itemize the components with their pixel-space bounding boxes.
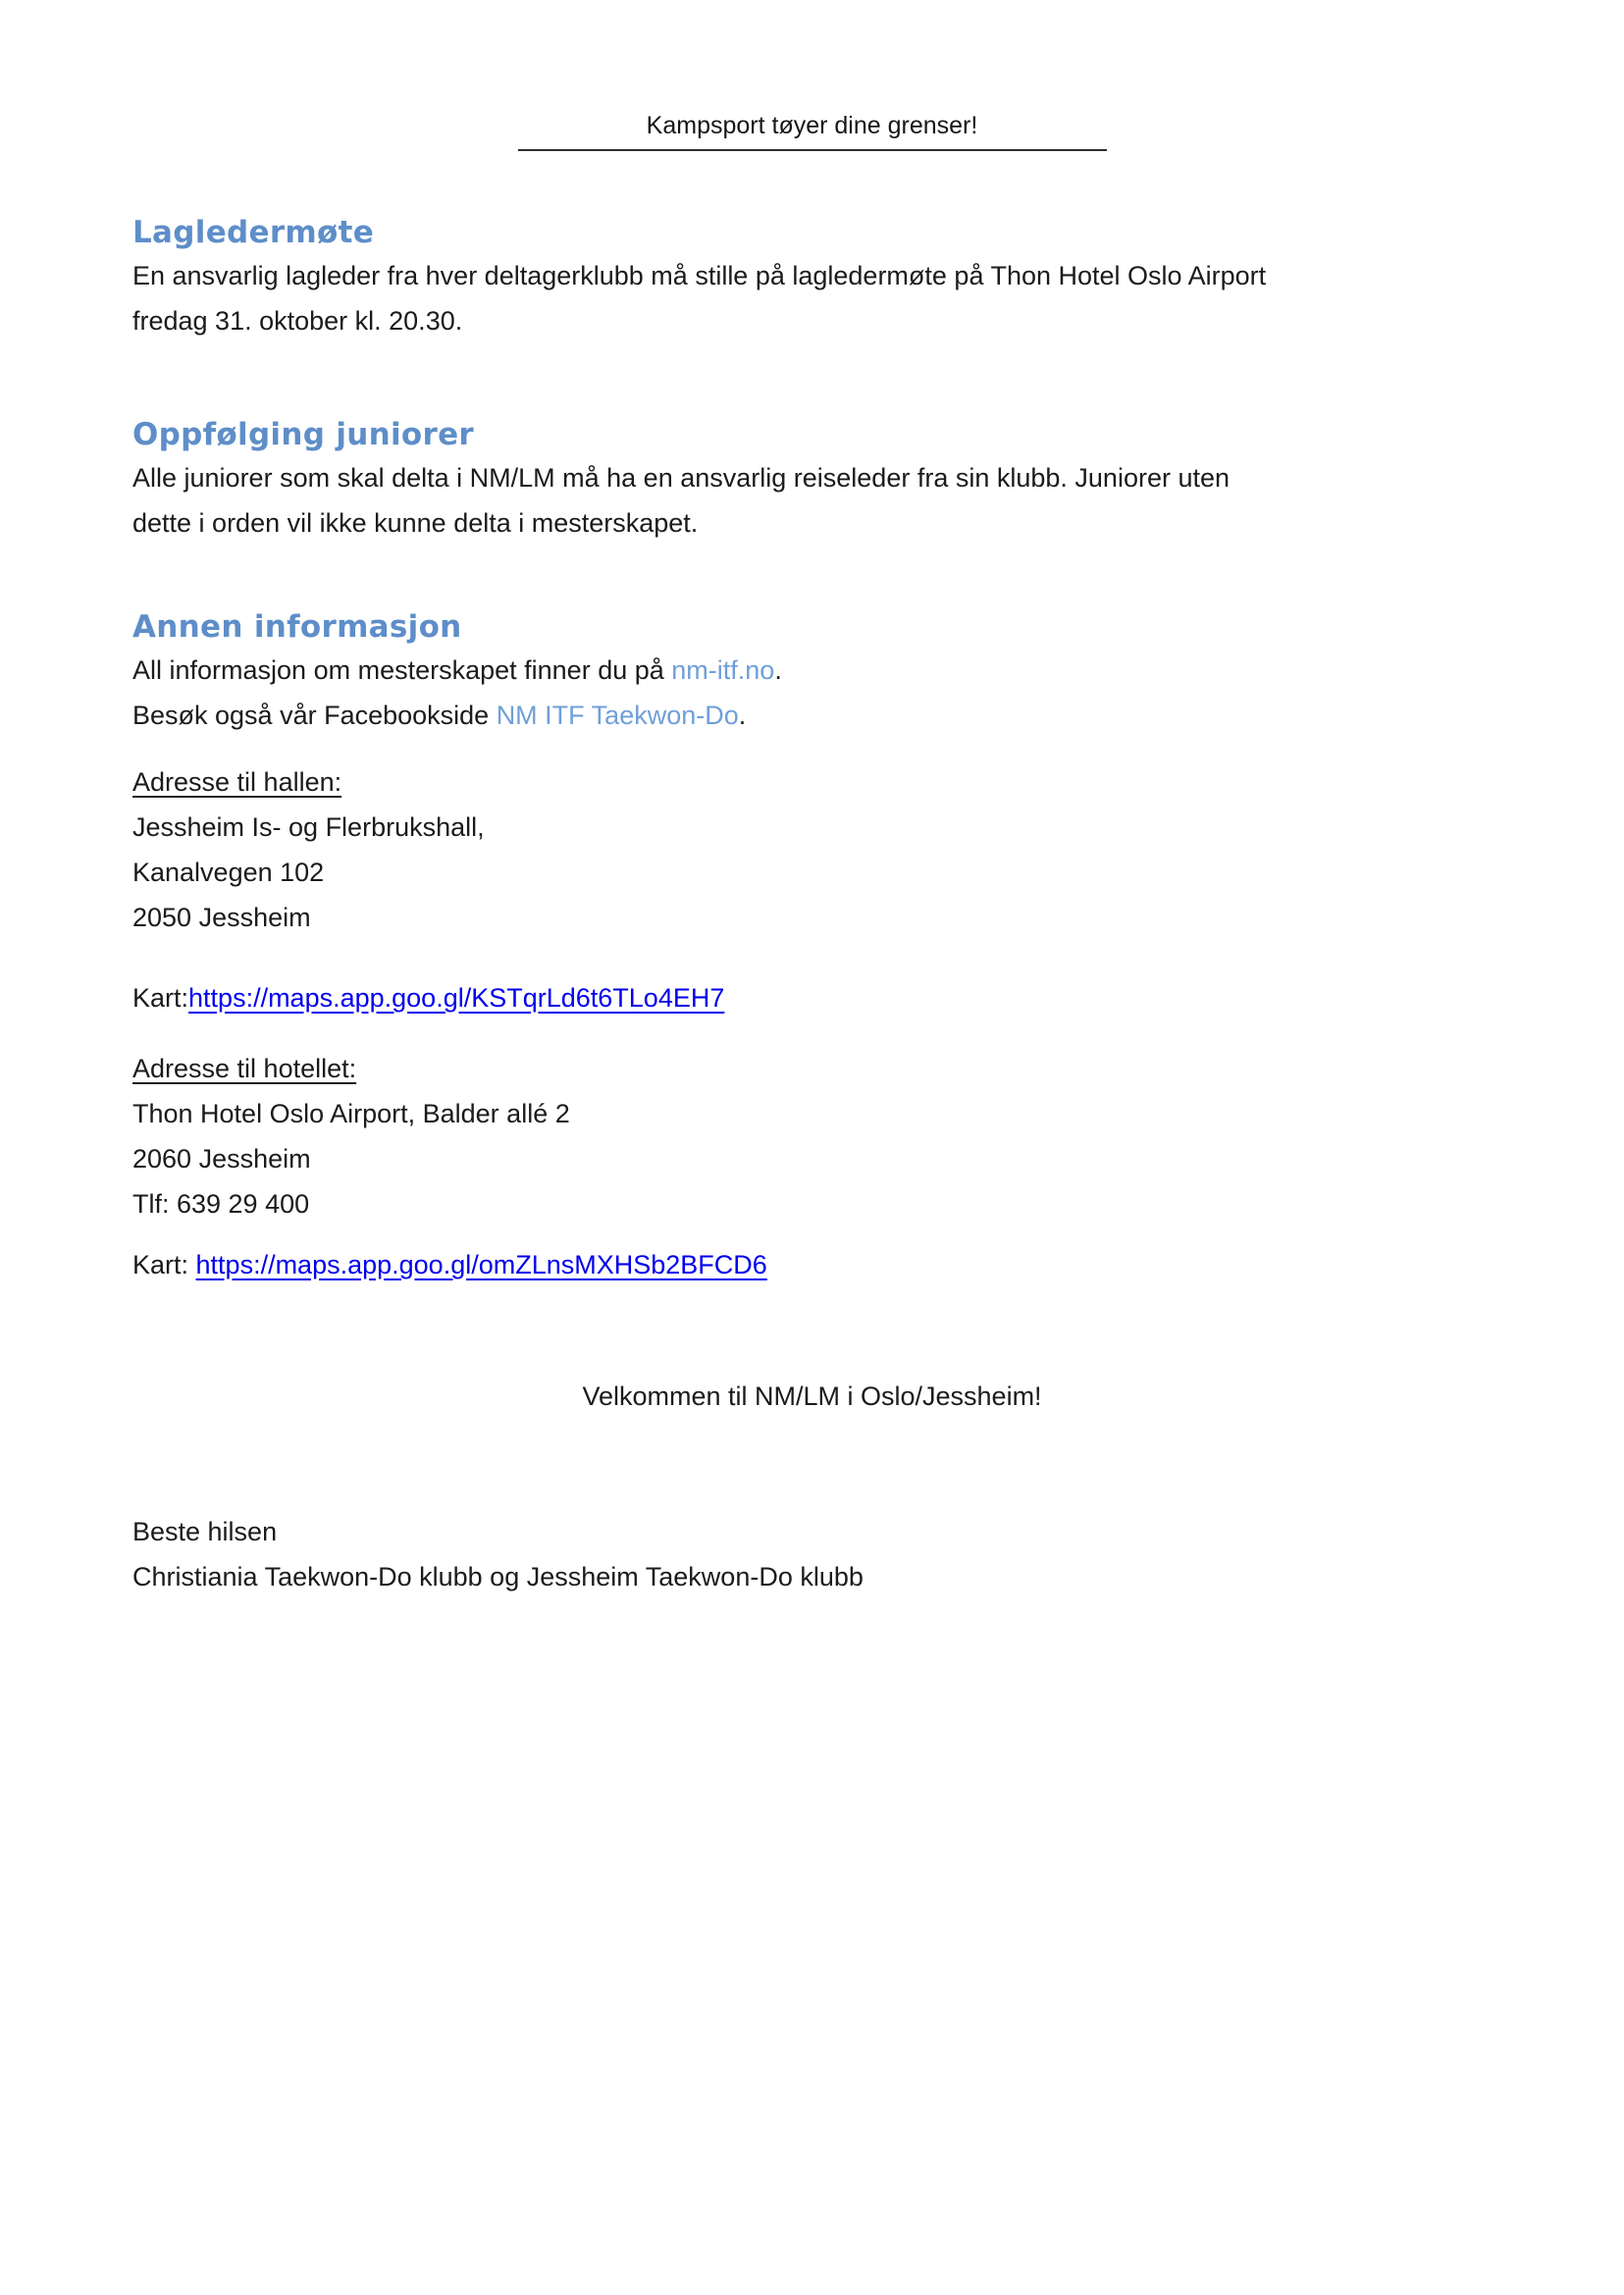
- heading-lagledermote: Lagledermøte: [132, 215, 375, 250]
- paragraph-annen-line1: [132, 648, 1492, 693]
- hall-address-line2: Kanalvegen 102: [132, 858, 325, 887]
- hotel-address-line1: Thon Hotel Oslo Airport, Balder allé 2: [132, 1099, 570, 1128]
- hall-address-line3: 2050 Jessheim: [132, 903, 311, 932]
- paragraph-lagledermote-line2: fredag 31. oktober kl. 20.30.: [132, 306, 463, 336]
- heading-annen-informasjon: Annen informasjon: [132, 609, 462, 645]
- hotel-map-line: [132, 1242, 1492, 1287]
- hall-map-line: [132, 975, 1492, 1020]
- annen-line2-text: Besøk også vår Facebookside: [132, 701, 497, 730]
- signature-text: Christiania Taekwon-Do klubb og Jessheim Taekwon-Do klubb: [132, 1562, 864, 1591]
- hotel-address-line2: 2060 Jessheim: [132, 1144, 311, 1174]
- paragraph-oppfolging-line1: Alle juniorer som skal delta i NM/LM må ha en ansvarlig reiseleder fra sin klubb. Juniorer uten: [132, 463, 1231, 493]
- annen-line1-text: All informasjon om mesterskapet finner du på: [132, 655, 672, 685]
- hall-address-label: Adresse til hallen:: [132, 767, 342, 797]
- heading-oppfolging-juniorer: Oppfølging juniorer: [132, 417, 475, 452]
- header-tagline: Kampsport tøyer dine grenser!: [518, 110, 1107, 151]
- link-nm-itf[interactable]: nm-itf.no: [671, 655, 775, 685]
- hall-address-line1: Jessheim Is- og Flerbrukshall,: [132, 812, 485, 842]
- link-facebook-page[interactable]: NM ITF Taekwon-Do: [496, 701, 739, 730]
- annen-line2-period: .: [738, 701, 747, 730]
- paragraph-lagledermote-line1: En ansvarlig lagleder fra hver deltagerklubb må stille på lagledermøte på Thon Hotel Oslo Airport: [132, 261, 1267, 290]
- paragraph-annen-line2: [132, 693, 1492, 738]
- annen-line1-period: .: [774, 655, 782, 685]
- hall-map-link[interactable]: https://maps.app.goo.gl/KSTqrLd6t6TLo4EH7: [188, 983, 725, 1013]
- hotel-map-label: Kart:: [132, 1250, 196, 1279]
- hotel-phone-line: Tlf: 639 29 400: [132, 1189, 310, 1219]
- hotel-map-link[interactable]: https://maps.app.goo.gl/omZLnsMXHSb2BFCD6: [195, 1250, 767, 1279]
- paragraph-oppfolging-line2: dette i orden vil ikke kunne delta i mesterskapet.: [132, 508, 699, 538]
- signoff-text: Beste hilsen: [132, 1517, 278, 1546]
- welcome-message: Velkommen til NM/LM i Oslo/Jessheim!: [582, 1382, 1042, 1411]
- hall-map-label: Kart:: [132, 983, 189, 1013]
- hotel-address-label: Adresse til hotellet:: [132, 1054, 357, 1083]
